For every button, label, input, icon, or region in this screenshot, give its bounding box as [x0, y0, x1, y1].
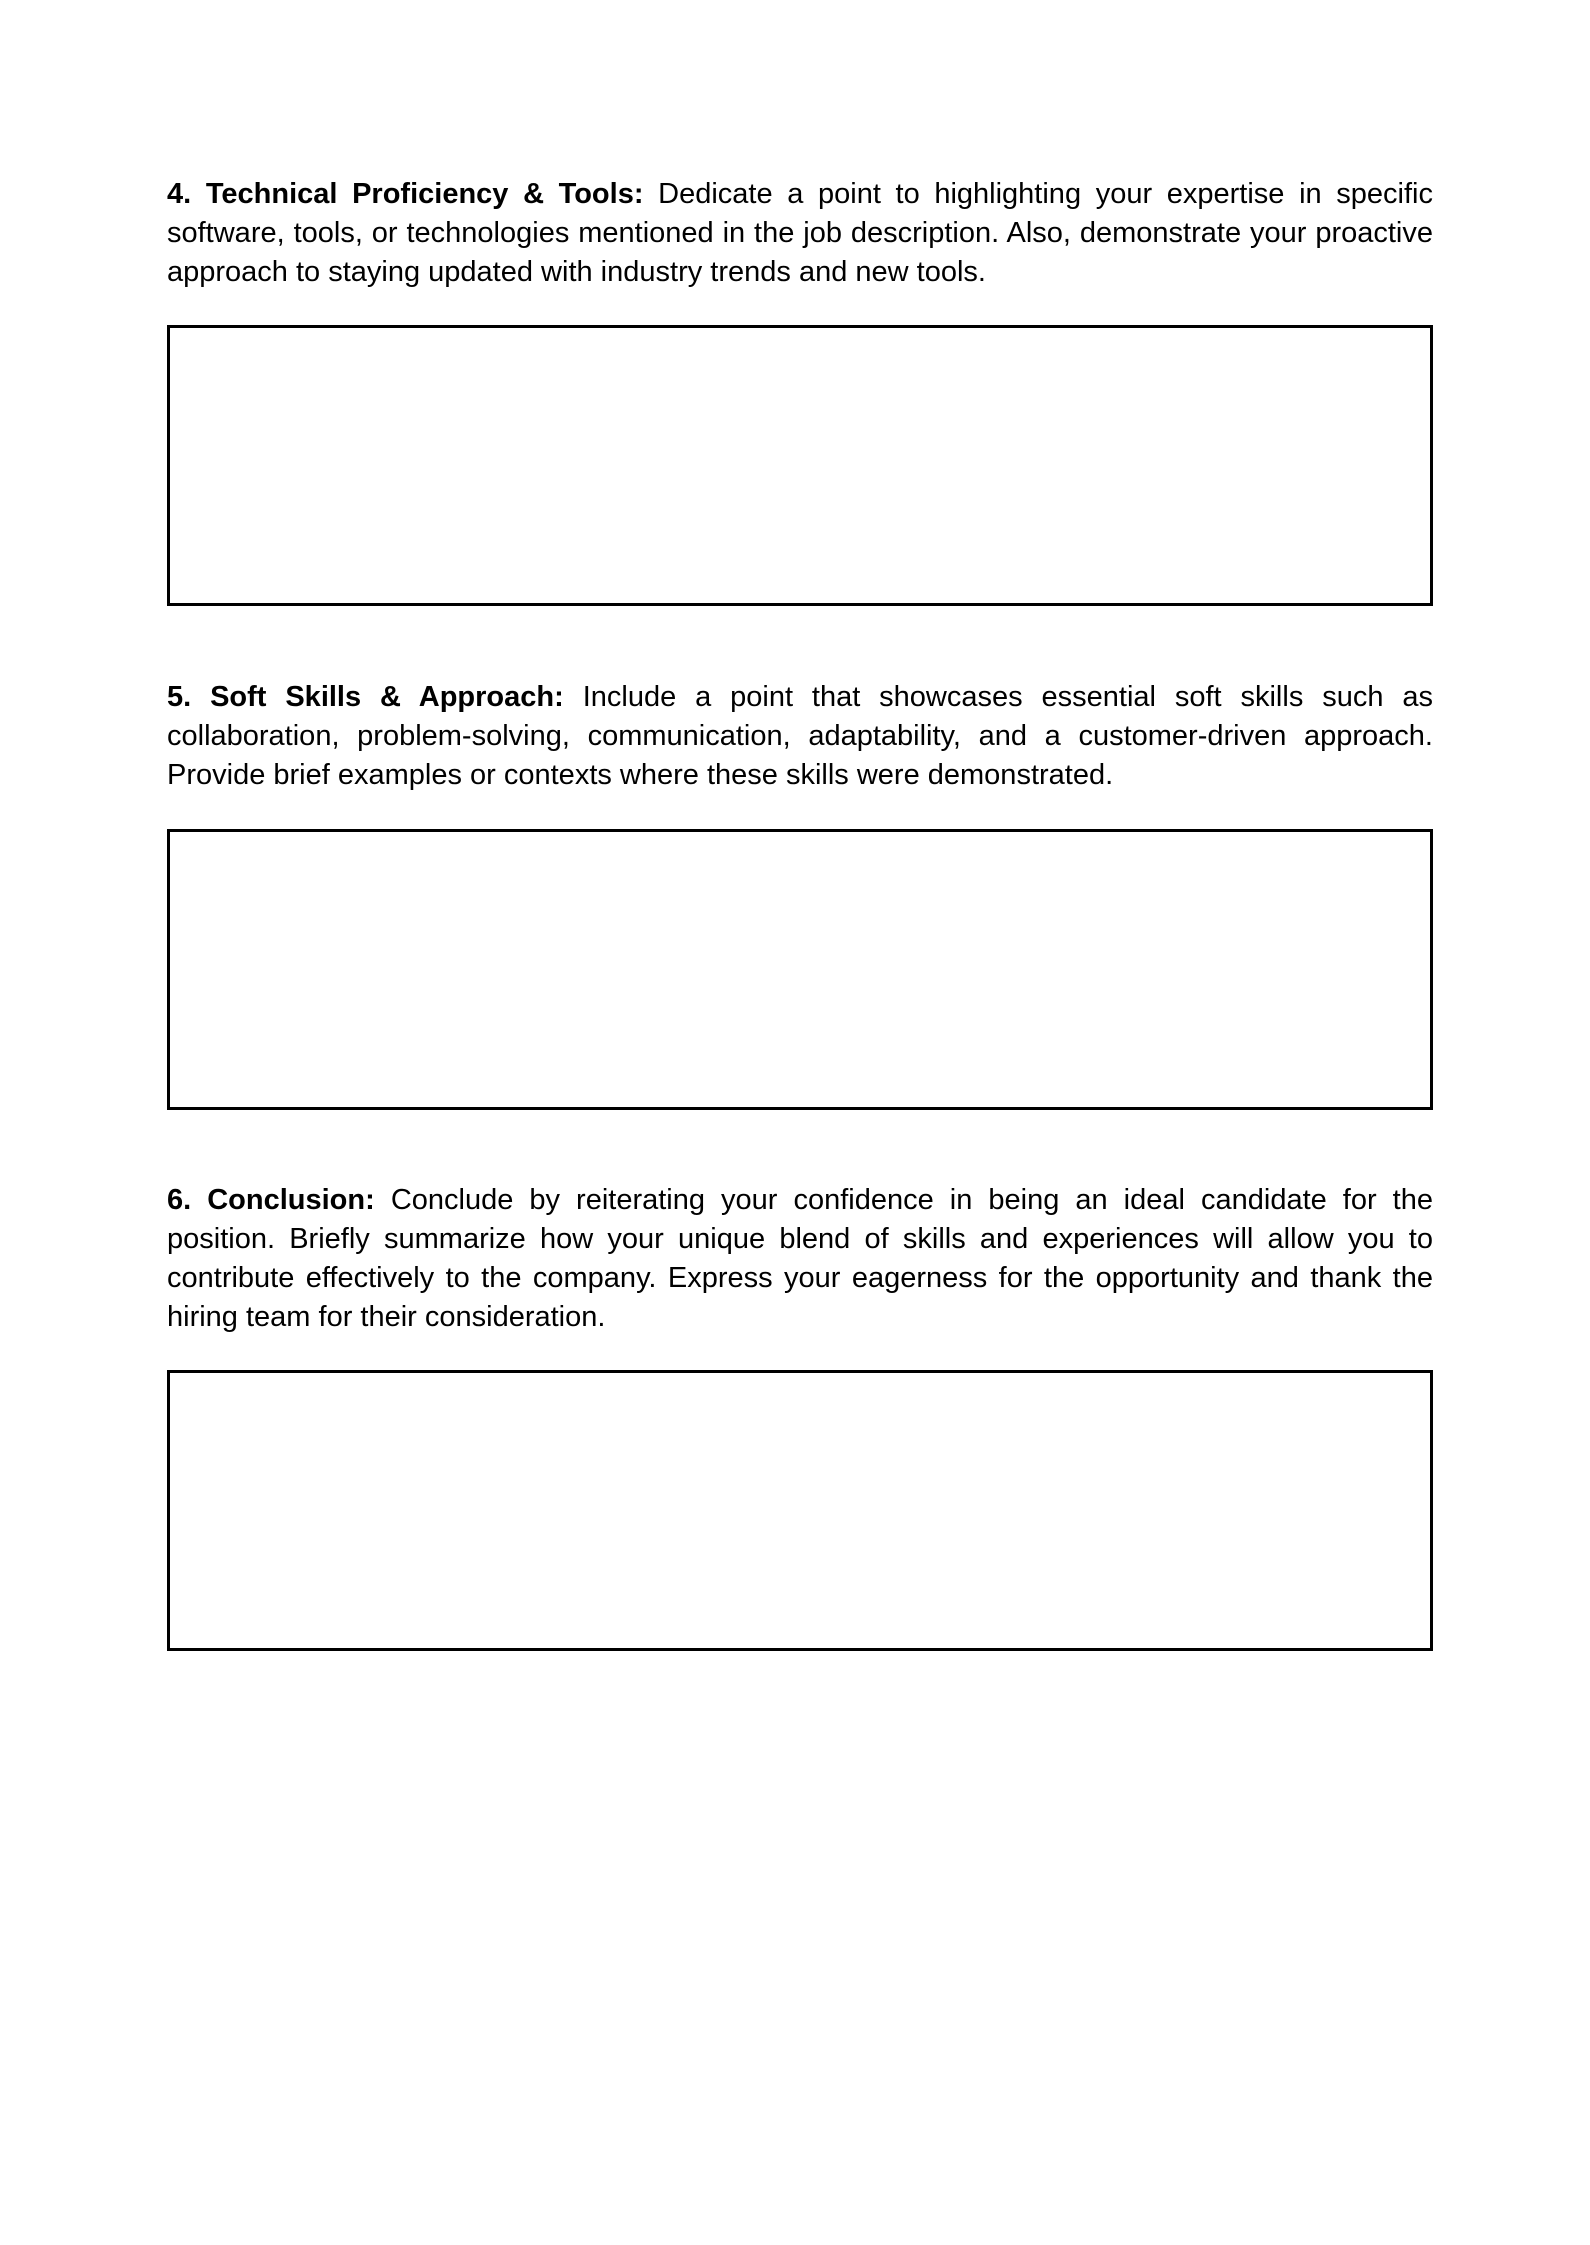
answer-box-soft-skills[interactable] [167, 829, 1433, 1110]
section-paragraph [167, 678, 1433, 795]
section-heading: 6. Conclusion: [167, 1184, 375, 1216]
section-body: Dedicate a point to highlighting your expertise in specific software, tools, or technologies mentioned in the job description. Also, demonstrate your proactive approach to staying updated with industry trends and new tools. [167, 178, 1433, 288]
section-body: Include a point that showcases essential soft skills such as collaboration, problem-solving, communication, adaptability, and a customer-driven approach. Provide brief examples or contexts where these skills were demonstrated. [167, 681, 1433, 791]
section-body: Conclude by reiterating your confidence in being an ideal candidate for the position. Briefly summarize how your unique blend of skills and experiences will allow you to contribute effectively to the company. Express your eagerness for the opportunity and thank the hiring team for their consideration. [167, 1184, 1433, 1333]
section-heading: 5. Soft Skills & Approach: [167, 681, 564, 713]
section-heading: 4. Technical Proficiency & Tools: [167, 178, 644, 210]
section-soft-skills [167, 678, 1433, 795]
section-paragraph [167, 175, 1433, 292]
section-technical-proficiency [167, 175, 1433, 292]
answer-box-technical-proficiency[interactable] [167, 325, 1433, 606]
section-paragraph [167, 1181, 1433, 1337]
section-conclusion [167, 1181, 1433, 1337]
answer-box-conclusion[interactable] [167, 1370, 1433, 1651]
